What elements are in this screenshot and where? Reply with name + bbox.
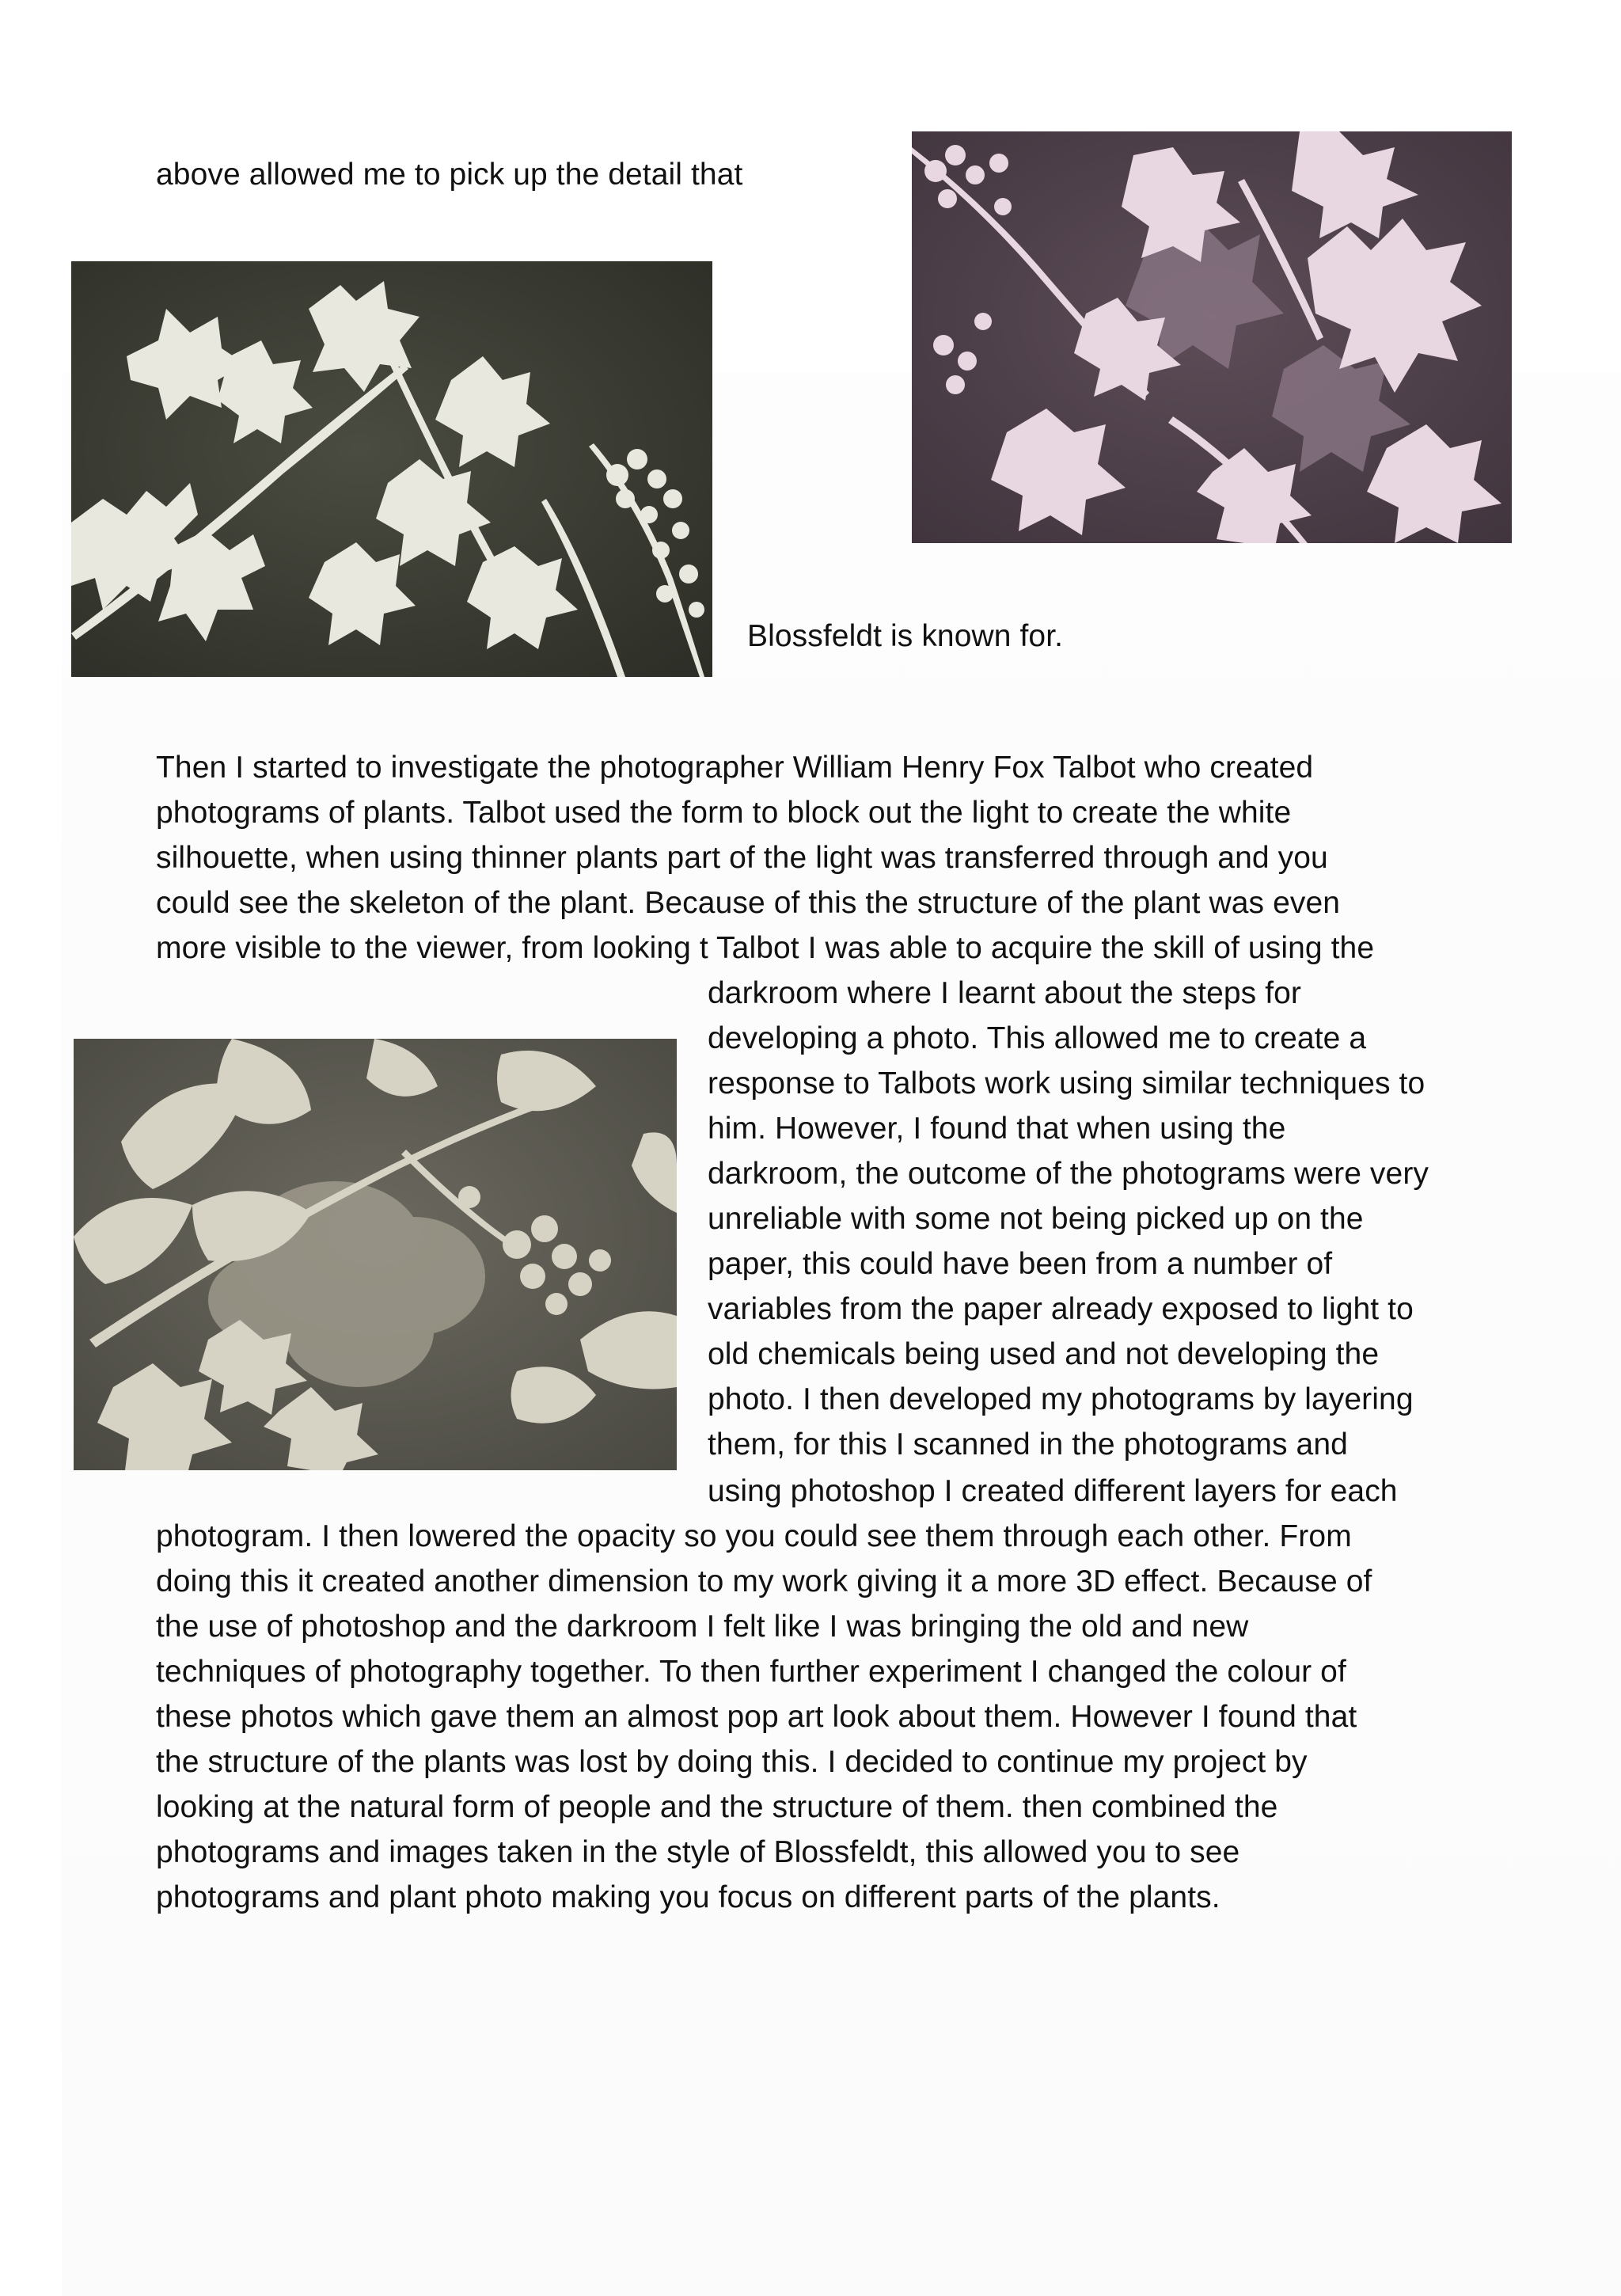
intro-text: above allowed me to pick up the detail that [156, 158, 743, 192]
paragraph-line-12: paper, this could have been from a number of [708, 1247, 1333, 1281]
paragraph-line-16: them, for this I scanned in the photograms and [708, 1427, 1348, 1462]
paragraph-line-6: darkroom where I learnt about the steps for [708, 976, 1302, 1010]
paragraph-line-4: could see the skeleton of the plant. Because of this the structure of the plant was even [156, 886, 1341, 920]
paragraph-line-23: the structure of the plants was lost by doing this. I decided to continue my project by [156, 1745, 1308, 1779]
paragraph-line-18: photogram. I then lowered the opacity so you could see them through each other. From [156, 1519, 1352, 1553]
paragraph-line-26: photograms and plant photo making you focus on different parts of the plants. [156, 1880, 1220, 1914]
paragraph-line-10: darkroom, the outcome of the photograms were very [708, 1157, 1429, 1191]
paragraph-line-25: photograms and images taken in the style of Blossfeldt, this allowed you to see [156, 1835, 1240, 1869]
paragraph-line-9: him. However, I found that when using the [708, 1112, 1286, 1146]
paragraph-line-7: developing a photo. This allowed me to create a [708, 1021, 1367, 1055]
paragraph-line-11: unreliable with some not being picked up on the [708, 1202, 1364, 1236]
photogram-image-green [71, 261, 712, 677]
paragraph-line-14: old chemicals being used and not developing the [708, 1337, 1380, 1371]
paragraph-line-3: silhouette, when using thinner plants part of the light was transferred through and you [156, 841, 1328, 875]
paragraph-line-13: variables from the paper already exposed to light to [708, 1292, 1414, 1326]
paragraph-line-2: photograms of plants. Talbot used the form to block out the light to create the white [156, 796, 1292, 830]
photogram-image-sepia [74, 1039, 677, 1470]
paragraph-line-21: techniques of photography together. To then further experiment I changed the colour of [156, 1655, 1346, 1689]
paragraph-line-15: photo. I then developed my photograms by layering [708, 1382, 1414, 1416]
photogram-image-purple [912, 131, 1512, 543]
paragraph-line-5: more visible to the viewer, from looking t Talbot I was able to acquire the skill of using the [156, 931, 1375, 965]
paragraph-line-24: looking at the natural form of people and the structure of them. then combined the [156, 1790, 1278, 1824]
paragraph-line-22: these photos which gave them an almost pop art look about them. However I found that [156, 1700, 1357, 1734]
paragraph-line-1: Then I started to investigate the photographer William Henry Fox Talbot who created [156, 751, 1314, 785]
paragraph-line-20: the use of photoshop and the darkroom I felt like I was bringing the old and new [156, 1610, 1249, 1644]
paragraph-line-19: doing this it created another dimension to my work giving it a more 3D effect. Because of [156, 1564, 1372, 1598]
blossfeldt-caption: Blossfeldt is known for. [747, 619, 1064, 653]
paragraph-line-17: using photoshop I created different layers for each [708, 1474, 1398, 1508]
paragraph-line-8: response to Talbots work using similar techniques to [708, 1066, 1425, 1100]
